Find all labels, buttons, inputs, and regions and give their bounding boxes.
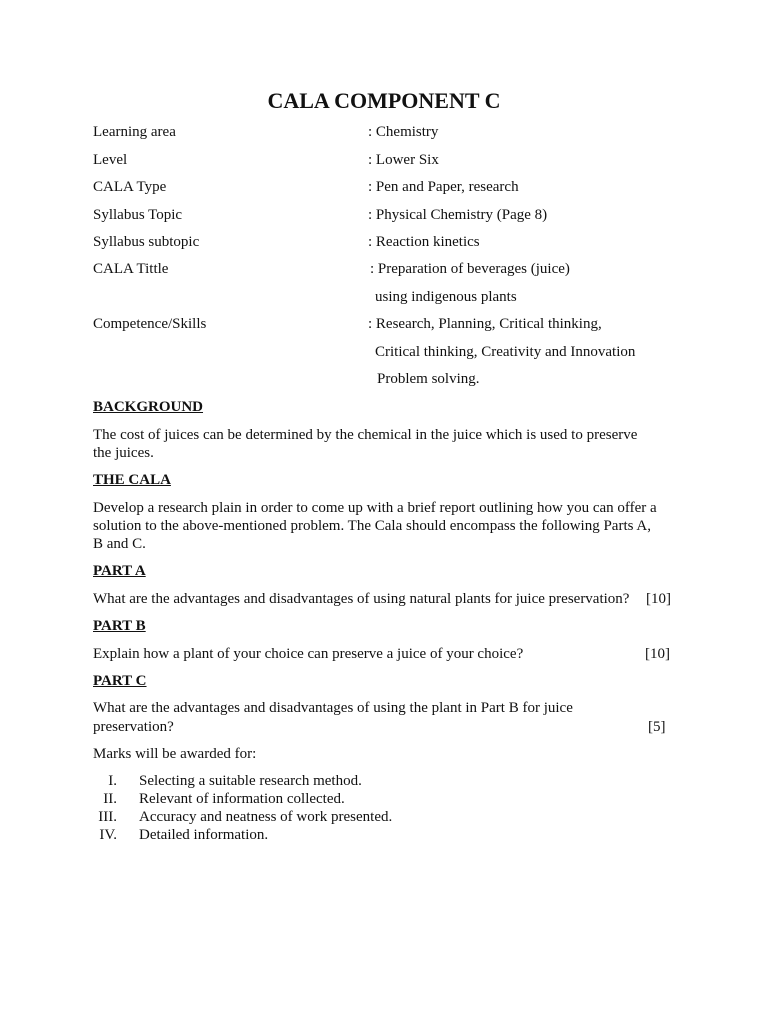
info-value-cala-type: : Pen and Paper, research (368, 179, 519, 195)
info-value-cala-title-continued: using indigenous plants (375, 289, 517, 305)
the-cala-heading: THE CALA (93, 472, 171, 488)
background-text-line-2: the juices. (93, 445, 154, 461)
part-b-marks: [10] (645, 646, 670, 662)
info-label-syllabus-subtopic: Syllabus subtopic (93, 234, 200, 250)
info-value-competence-skills-continued-2: Problem solving. (377, 371, 480, 387)
info-label-cala-title: CALA Tittle (93, 261, 169, 277)
part-a-heading: PART A (93, 563, 146, 579)
background-text-line-1: The cost of juices can be determined by the chemical in the juice which is used to preserve (93, 427, 638, 443)
info-value-competence-skills-continued: Critical thinking, Creativity and Innovation (375, 344, 636, 360)
the-cala-text-line-1: Develop a research plain in order to come up with a brief report outlining how you can offer a (93, 500, 657, 516)
background-heading: BACKGROUND (93, 399, 204, 415)
the-cala-text-line-3: B and C. (93, 536, 146, 552)
info-value-cala-title: : Preparation of beverages (juice) (370, 261, 570, 277)
criterion-text: Selecting a suitable research method. (139, 773, 362, 789)
part-a-marks: [10] (646, 591, 671, 607)
part-c-marks: [5] (648, 719, 666, 735)
criterion-number: III. (98, 809, 117, 825)
criterion-text: Accuracy and neatness of work presented. (139, 809, 393, 825)
criterion-number: IV. (99, 827, 117, 843)
info-label-syllabus-topic: Syllabus Topic (93, 207, 183, 223)
info-label-level: Level (93, 152, 128, 168)
info-value-level: : Lower Six (368, 152, 439, 168)
info-label-learning-area: Learning area (93, 124, 176, 140)
part-c-heading: PART C (93, 673, 147, 689)
criterion-number: I. (108, 773, 117, 789)
marks-intro: Marks will be awarded for: (93, 746, 257, 762)
part-b-question: Explain how a plant of your choice can preserve a juice of your choice? (93, 646, 524, 662)
document-title: CALA COMPONENT C (267, 88, 501, 113)
criterion-number: II. (103, 791, 117, 807)
info-value-competence-skills: : Research, Planning, Critical thinking, (368, 316, 602, 332)
the-cala-text-line-2: solution to the above-mentioned problem. The Cala should encompass the following Parts A, (93, 518, 651, 534)
criterion-text: Relevant of information collected. (139, 791, 345, 807)
part-b-heading: PART B (93, 618, 146, 634)
info-value-learning-area: : Chemistry (368, 124, 439, 140)
info-label-cala-type: CALA Type (93, 179, 167, 195)
part-c-question-line-1: What are the advantages and disadvantages of using the plant in Part B for juice (93, 700, 573, 716)
info-label-competence-skills: Competence/Skills (93, 316, 207, 332)
part-c-question-line-2: preservation? (93, 719, 174, 735)
info-value-syllabus-subtopic: : Reaction kinetics (368, 234, 480, 250)
criterion-text: Detailed information. (139, 827, 269, 843)
info-value-syllabus-topic: : Physical Chemistry (Page 8) (368, 207, 548, 223)
part-a-question: What are the advantages and disadvantages of using natural plants for juice preservation? (93, 591, 630, 607)
